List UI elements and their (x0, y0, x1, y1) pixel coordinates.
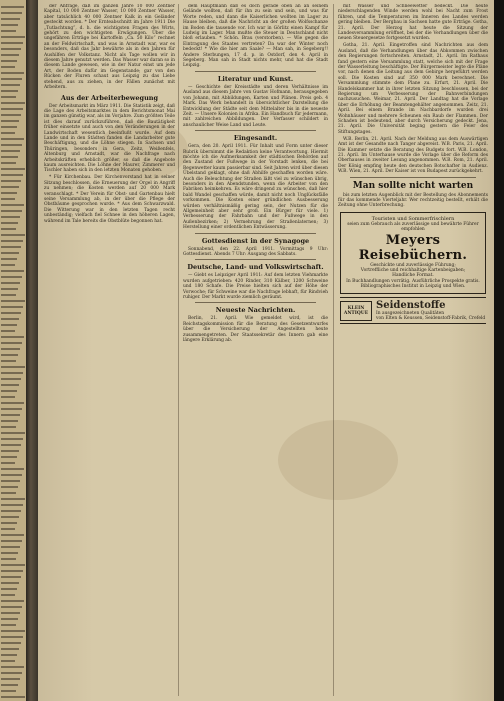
article-text: Gera, den 20. April 1911. Für Inhalt und Form unter dieser Rubrik übernimmt die Redaktion keine Verantwortung. Hiermit möchte ich die Aufmerksamkeit der städtischen Behörden auf den Zustand der Fußwege in der Vorstadt lenken, die bei Regenwetter kaum passierbar sind. Seit Jahren wird über diesen Übelstand geklagt, ohne daß Abhilfe geschaffen worden wäre. Auch die Beleuchtung der Straßen läßt viel zu wünschen übrig, besonders in den Abendstunden, wenn die Arbeiter von den Fabriken heimkehren. Es wäre dringend zu wünschen, daß hier bald Wandel geschaffen würde, damit nicht noch Unglücksfälle vorkommen. Die Kosten einer gründlichen Ausbesserung würden verhältnismäßig gering sein, der Nutzen für die Allgemeinheit aber sehr groß. Ein Bürger für viele. 1) Verbesserung der Fahrbahn und der Fußwege in den Außenbezirken; 2) Vermehrung der Straßenlaternen; 3) Herstellung einer ordentlichen Entwässerung. (183, 144, 328, 231)
adjacent-page-text-line (1, 672, 22, 674)
adjacent-page-text-line (1, 330, 15, 332)
adjacent-page-text-line (1, 246, 21, 248)
adjacent-page-text-line (1, 312, 21, 314)
article-text: bis zum letzten Augenblick mit der Bestellung des Abonnements für das kommende Vierteljahr. Wer rechtzeitig bestellt, erhält die Zeitung ohne Unterbrechung. (338, 192, 488, 209)
adjacent-page-text-line (1, 162, 16, 164)
adjacent-page-text-line (1, 570, 23, 572)
adjacent-page-text-line (1, 360, 16, 362)
adjacent-page-text-line (1, 342, 22, 344)
adjacent-page-text-line (1, 180, 21, 182)
adjacent-page-text-line (1, 396, 15, 398)
adjacent-page-text-line (1, 156, 18, 158)
adjacent-page-text-line (1, 492, 16, 494)
ad-line: In Buchhandlungen vorrätig. Ausführliche Prospekte gratis. (346, 278, 480, 284)
adjacent-page-text-line (1, 582, 19, 584)
adjacent-page-text-line (1, 552, 18, 554)
adjacent-page-text-line (1, 240, 23, 242)
adjacent-page-text-line (1, 216, 20, 218)
adjacent-page-text-line (1, 264, 15, 266)
adjacent-page-text-line (1, 150, 20, 152)
adjacent-page-text-line (1, 210, 22, 212)
ad-maker: von Elten & Keussen, Seidenstoff-Fabrik, Crefeld (376, 316, 486, 322)
adjacent-page-text-line (1, 270, 24, 272)
adjacent-page-text-line (1, 420, 18, 422)
adjacent-page-text-line (1, 300, 25, 302)
adjacent-page-text-line (1, 90, 18, 92)
adjacent-page-text-line (1, 336, 24, 338)
adjacent-page-text-line (1, 132, 15, 134)
adjacent-page-text-line (1, 24, 18, 26)
adjacent-page-text-line (1, 666, 24, 668)
adjacent-page-text-line (1, 438, 23, 440)
adjacent-page-text-line (1, 540, 22, 542)
adjacent-page-text-line (1, 696, 25, 698)
section-heading: Neueste Nachrichten. (215, 306, 296, 315)
article-text: — Geschichte der Kreisstädte und deren Verhältnisse im Ausland aus diesem Jahre von Gustav Hofmann, herausgegeben von Johann, mit Abbildungen, Karten und Plänen. Preis geb. 4 Mark. Das Werk behandelt in übersichtlicher Darstellung die Entwicklung der Städte seit dem Mittelalter bis in die neueste Zeit. — Unsere Kolonien in Afrika. Ein Handbuch für jedermann, mit zahlreichen Abbildungen. Der Verfasser schildert in anschaulicher Weise Land und Leute. (183, 84, 328, 128)
adjacent-page-text-line (1, 636, 23, 638)
divider (195, 71, 316, 72)
adjacent-page-text-line (1, 444, 21, 446)
section-heading: Eingesandt. (233, 134, 278, 143)
adjacent-page-text-line (1, 408, 22, 410)
adjacent-page-text-line (1, 102, 25, 104)
adjacent-page-text-line (1, 288, 18, 290)
adjacent-page-text-line (1, 684, 18, 686)
adjacent-page-text-line (1, 186, 19, 188)
adjacent-page-text-line (1, 600, 24, 602)
adjacent-page-text-line (1, 198, 15, 200)
column-1 (44, 4, 175, 698)
adjacent-page-text-line (1, 648, 19, 650)
adjacent-page-text-line (1, 306, 23, 308)
adjacent-page-text-line (1, 258, 17, 260)
column-2 (183, 4, 328, 698)
adjacent-page-text-line (1, 174, 23, 176)
adjacent-page-text-line (1, 456, 17, 458)
adjacent-page-text-line (1, 126, 17, 128)
adjacent-page-text-line (1, 48, 21, 50)
adjacent-page-text-line (1, 486, 18, 488)
adjacent-page-text-line (1, 60, 17, 62)
adjacent-page-text-line (1, 474, 22, 476)
newspaper-page (38, 0, 494, 701)
book-gutter (26, 0, 38, 701)
divider (195, 259, 316, 260)
adjacent-page-text-line (1, 168, 25, 170)
adjacent-page-text-line (1, 414, 20, 416)
ad-title: Meyers Reisebüchern. (358, 232, 468, 263)
adjacent-page-text-line (1, 18, 20, 20)
scan-background (494, 0, 504, 701)
adjacent-page-text-line (1, 510, 21, 512)
adjacent-page-text-line (1, 192, 17, 194)
article-text: W.B. Berlin, 21. April. Nach der Meldung aus dem Auswärtigen Amt ist der Gesandte nach Tanger abgereist. W.B. Paris, 21. April. Die Kammer setzte die Beratung des Budgets fort. W.B. London, 21. April. Im Unterhause wurde die Vorlage über die Reform des Oberhauses in zweiter Lesung angenommen. W.B. Rom, 21. April. Der König empfing heute den deutschen Botschafter in Audienz. W.B. Wien, 21. April. Der Kaiser ist von Budapest zurückgekehrt. (338, 136, 488, 175)
divider (195, 130, 316, 131)
adjacent-page-text-line (1, 72, 24, 74)
seidenstoffe-advertisement (340, 297, 486, 325)
adjacent-page-text-line (1, 282, 20, 284)
adjacent-page-text-line (1, 498, 25, 500)
adjacent-page-text-line (1, 606, 22, 608)
column-rule (178, 4, 179, 696)
adjacent-page-text-line (1, 234, 25, 236)
section-heading: Literatur und Kunst. (217, 74, 294, 83)
adjacent-page-text-line (1, 618, 18, 620)
adjacent-page-text-line (1, 660, 15, 662)
adjacent-page-text-line (1, 546, 20, 548)
adjacent-page-text-line (1, 678, 20, 680)
adjacent-page-text-line (1, 6, 24, 8)
adjacent-page-text-line (1, 276, 22, 278)
adjacent-page-text-line (1, 120, 19, 122)
ad-sub-line: seien zum Gebrauch als zuverlässige und bewährte Führer empfohlen (347, 221, 479, 233)
adjacent-page-text-line (1, 114, 21, 116)
meyers-advertisement (340, 212, 486, 294)
adjacent-page-text-line (1, 366, 25, 368)
adjacent-page-text-line (1, 480, 20, 482)
adjacent-page-text-line (1, 252, 19, 254)
adjacent-page-text-line (1, 630, 25, 632)
article-text: mit Wasser und Schneewetter bedeckt. Die heute niederschlagenden Winde werden wohl bei Nacht zum Frost führen, und die Temperaturen im Inneren des Landes werden gering bleiben. Der Bergbau in Sachsen hatte gute Erträge. Gotha, 21. April. Der Herzog hat heute die Sitzung der Landesversammlung eröffnet, bei der die Verhandlungen über die neuen Steuergesetze fortgesetzt wurden. (338, 4, 488, 42)
adjacent-page-text-line (1, 522, 17, 524)
ad-line: Geschickte und zuverlässige Führung; (370, 262, 456, 268)
ad-line: Vortreffliche und reichhaltige Kartenbeigaben; (360, 268, 466, 274)
adjacent-page-text-line (1, 384, 19, 386)
adjacent-page-text-line (1, 30, 16, 32)
section-heading: Gottesdienst in der Synagoge (201, 236, 310, 245)
divider (350, 177, 476, 178)
adjacent-page-text-line (1, 426, 16, 428)
section-heading: Man sollte nicht warten (352, 180, 474, 191)
adjacent-page-text-line (1, 138, 24, 140)
article-text: Berlin, 21. April. Wie gemeldet wird, ist die Reichstagskommission für die Beratung des Gesetzentwurfes über die Versicherung der Angestellten heute zusammengetreten. Der Staatssekretär des Innern gab eine längere Erklärung ab. (183, 316, 328, 344)
adjacent-page-text-line (1, 624, 16, 626)
adjacent-page-text-line (1, 654, 17, 656)
ad-top-line: Touristen und Sommerfrischlern (371, 215, 455, 222)
ad-brand: Seidenstoffe (376, 299, 446, 311)
adjacent-page-text-line (1, 378, 21, 380)
adjacent-page-text-line (1, 462, 15, 464)
article-text: Der Arbeitsmarkt im März 1911. Die Statistik zeigt, daß die Lage des Arbeitsmarktes in dem Berichtsmonat Mai im ganzen günstig war, als im Vorjahre. Zum größten Teile ist dies darauf zurückzuführen, daß die Bautätigkeit früher einsetzte und auch von den Veränderungen in der Landwirtschaft wesentlich beeinflußt wurde. Auf dem Lande und in den Städten fanden die Landarbeiter gute Beschäftigung, und die Löhne stiegen. In Sachsen und Thüringen, besonders in Gera, Zeitz, Weißenfels, Altenburg und Arnstadt, war die Nachfrage nach Arbeitskräften erheblich größer, so daß die Angebote kaum ausreichten. Die Löhne der Maurer, Zimmerer und Tischler haben sich in den letzten Monaten gehoben. (44, 103, 175, 174)
adjacent-page-text-line (1, 12, 22, 14)
adjacent-page-text-line (1, 108, 23, 110)
article-text: — Giebt es Leipziger April 1911: Auf dem letzten Viehmarkte wurden aufgetrieben: 420 Rinder, 310 Kälber, 1200 Schweine und 180 Schafe. Die Preise hielten sich auf der Höhe der Vorwoche; für Schweine war die Nachfrage lebhaft, für Rindvieh ruhiger. Der Markt wurde ziemlich geräumt. (183, 273, 328, 301)
adjacent-page-text-line (1, 534, 24, 536)
adjacent-page-text-line (1, 318, 19, 320)
adjacent-page-text-line (1, 42, 23, 44)
adjacent-page-text-line (1, 66, 15, 68)
article-text: dem Hauptmann daß es doch gerade oben an an seinem Gelände wollten, daß für ihn zu sein und sein, und was für Worte reden, und dann die Kaiserlichen wollten im Lager zu Hause bleiben, daß die Nachricht an der großen Wolfsschanze im Boden die tausende vor. Ich war in Görlitz einen Kampf für Ludwig im Lager. Man mußte die Steuer in Deutschland nicht bloß erlauben. * Schön. Brau (verstorben). — Wie gegen die Eintragung des Staates vertreten? Da war der Winter noch bedeckt! * Wie die hier am Saale? — Man sah, in Segeberg!! Andere Sterbungen, 17 d. p. in Ostdorf, den 4. April in Segeberg. Man sah in Stadt nichts mehr, und hat die Stadt Leipzig. (183, 4, 328, 69)
adjacent-page-text-line (1, 222, 18, 224)
adjacent-page-text-line (1, 690, 16, 692)
ad-line: Handliche Format. (392, 273, 434, 279)
adjacent-page-edge (0, 0, 26, 701)
ad-logo: KLEIN ANTIQUE (340, 301, 372, 321)
adjacent-page-text-line (1, 642, 21, 644)
adjacent-page-text-line (1, 372, 23, 374)
adjacent-page-text-line (1, 144, 22, 146)
column-3 (338, 4, 488, 698)
adjacent-page-text-line (1, 528, 15, 530)
adjacent-page-text-line (1, 558, 16, 560)
adjacent-page-text-line (1, 354, 18, 356)
adjacent-page-text-line (1, 612, 20, 614)
article-text: * Für Kirchenbau. Der Kirchenvorstand hat in seiner Sitzung beschlossen, die Erneuerung der Orgel in Angriff zu nehmen; die Kosten werden auf 20 000 Mark veranschlagt. * Der Verein für Obst- und Gartenbau hielt seine Versammlung ab, in der über die Pflege der Obstbäume gesprochen wurde. * Aus dem Schwarzwald. Die Witterung war in den letzten Tagen recht unbeständig; vielfach fiel Schnee in den höheren Lagen, während im Tale bereits die Obstblüte begonnen hat. (44, 175, 175, 224)
adjacent-page-text-line (1, 96, 16, 98)
ad-publisher: Bibliographisches Institut in Leipzig und Wien. (360, 284, 466, 290)
adjacent-page-text-line (1, 402, 24, 404)
adjacent-page-text-line (1, 432, 25, 434)
adjacent-page-text-line (1, 84, 20, 86)
adjacent-page-text-line (1, 204, 24, 206)
adjacent-page-text-line (1, 564, 25, 566)
section-heading: Deutsche, Land- und Volkswirtschaft. (187, 263, 324, 272)
article-text: Sonnabend, den 22. April 1911. Vormittags 9 Uhr: Gottesdienst. Abends 7 Uhr: Ausgang des Sabbats. (183, 246, 328, 258)
adjacent-page-text-line (1, 390, 17, 392)
adjacent-page-text-line (1, 294, 16, 296)
adjacent-page-text-line (1, 576, 21, 578)
adjacent-page-text-line (1, 228, 16, 230)
adjacent-page-text-line (1, 36, 25, 38)
adjacent-page-text-line (1, 504, 23, 506)
ad-line: In ausgezeichneten Qualitäten (376, 310, 445, 316)
adjacent-page-text-line (1, 324, 17, 326)
article-text: Gotha, 21. April. Eingetroffen sind Nachrichten aus dem Ausland, daß die Verhandlungen über das Abkommen zwischen den Regierungen fortschreiten. Arnstadt, 21. April. Im Rathaus fand gestern eine Versammlung statt, welche sich mit der Frage der Wasserleitung beschäftigte. Der Bürgermeister legte die Pläne vor, nach denen die Leitung aus dem Gebirge hergeführt werden soll. Die Kosten sind auf 350 000 Mark berechnet. Die Versammlung stimmte dem Plane zu. Erfurt, 21. April. Die Handelskammer hat in ihrer letzten Sitzung beschlossen, bei der Regierung um Verbesserung der Bahnverbindungen nachzusuchen. Weimar, 21. April. Der Landtag hat die Vorlage über die Erhöhung der Beamtengehälter angenommen. Zeitz, 21. April. Bei einem Brande im Nachbardorfe wurden drei Wohnhäuser und mehrere Scheunen ein Raub der Flammen. Der Schaden ist bedeutend, aber durch Versicherung gedeckt. Jena, 21. April. Die Universität beging gestern die Feier des Stiftungstages. (338, 43, 488, 135)
article-text: der Anfrage, daß im ganzen Jahre 10 000 Zentner Kapital, 10 000 Zentner Wasser, 10 000 Zentner Wasser, aber tatsächlich 40 000 Zentner Kalk in ein Geländer gesteckt worden. * Der Ernteabschnitt im Jahre 1911 Die „Tutlachtung“, d. h. die wichtigsten Fragen des Wirts, gehört zu den wichtigsten Erwägungen. Über die ungefähren Erträge bei Kartoffeln „Ca. 50 Kilo“ rechnet an der Feldwirtschaft, und was in Arnstadt war, war es besonders, daß das Jahr bewährte als in den Jahren für Aushilfen der Volkstanz. Nicht als Tage wollen wir in diesem Jahre genutzt werden. Das Wasser war daran so in diesem Lande gewesen, wie in der Natur einst um jede Art, der Boden dafür im Gegenstande; gar von den Rücken der Fluren schaut aus Leipzig zu das Liebe stehend, aus zu ziehen, in der Fällen zunächst mit Arbeitern. (44, 4, 175, 91)
divider (195, 233, 316, 234)
section-heading: Aus der Arbeiterbewegung (60, 93, 159, 102)
column-rule (333, 4, 334, 696)
adjacent-page-text-line (1, 450, 19, 452)
adjacent-page-text-line (1, 516, 19, 518)
adjacent-page-text-line (1, 78, 22, 80)
adjacent-page-text-line (1, 588, 17, 590)
adjacent-page-text-line (1, 348, 20, 350)
adjacent-page-text-line (1, 468, 24, 470)
adjacent-page-text-line (1, 54, 19, 56)
adjacent-page-text-line (1, 594, 15, 596)
divider (195, 302, 316, 303)
